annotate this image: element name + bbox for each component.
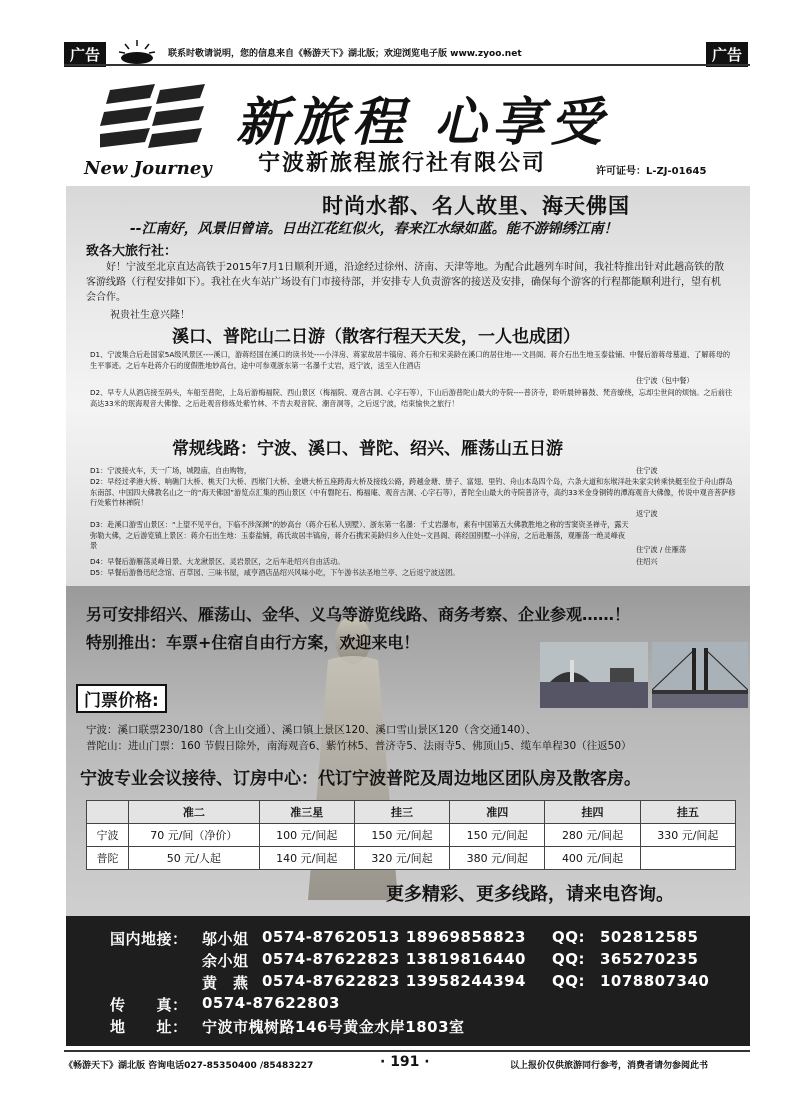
contact-qq-label: QQ: — [552, 972, 586, 990]
contact-phones[interactable]: 0574-87622823 13819816440 — [262, 950, 526, 968]
contact-qq[interactable]: 1078807340 — [600, 972, 710, 990]
contact-name: 邬小姐 — [202, 930, 249, 948]
route1-title: 溪口、普陀山二日游（散客行程天天发，一人也成团） — [172, 327, 580, 347]
route2-day5: D5：早餐后游鲁迅纪念馆、百草园、三味书屋，咸亨酒店品绍兴风味小吃，下午游书法圣地兰亭、之后返宁波送团。 — [90, 568, 460, 577]
ad-tag-right: 广告 — [706, 42, 748, 67]
footer-rule — [64, 1050, 750, 1052]
more-info: 更多精彩、更多线路，请来电咨询。 — [386, 884, 674, 905]
header-cell — [87, 801, 129, 824]
sun-logo-icon — [115, 38, 159, 66]
tickets-putuo: 普陀山：进山门票：160 节假日除外，南海观音6、紫竹林5、普济寺5、法雨寺5、佛顶山5、缆车单程30（往返50） — [86, 740, 632, 752]
header-rule — [64, 64, 750, 66]
table-cell: 380 元/间起 — [450, 847, 545, 870]
tickets-ningbo: 宁波：溪口联票230/180（含上山交通）、溪口镇上景区120、溪口雪山景区120（含交通140）、 — [86, 724, 537, 736]
price-table-header — [87, 801, 736, 824]
route1-day2: D2、早专人从酒店接至码头，车船至普陀，上岛后游梅福院、西山景区（梅福院、观音古洞、心字石等），下山后游普陀山最大的寺院----普济寺，聆听晨钟暮鼓、梵音缭绕，忘却尘世间的烦恼。之后前往高达33米的珉海观音大佛像、之后赴观音修炼处紫竹林、不肯去观音院、潮音洞等，之后返宁波，结束愉快之旅行！ — [90, 388, 733, 408]
address-text: 宁波市槐树路146号黄金水岸1803室 — [202, 1018, 465, 1036]
table-cell: 宁波 — [87, 824, 129, 847]
route2-day2-stay: 返宁波 — [636, 509, 658, 518]
header-cell: 挂五 — [640, 801, 735, 824]
table-cell — [640, 847, 735, 870]
intro-title: 时尚水都、名人故里、海天佛国 — [322, 194, 630, 218]
footer-right: 以上报价仅供旅游同行参考，消费者请勿参阅此书 — [510, 1061, 709, 1071]
route2-day4: D4：早餐后游雁荡灵峰日景、大龙湫景区、灵岩景区，之后车赴绍兴自由活动。 — [90, 557, 345, 566]
route2-day1: D1：宁波接火车，天一广场，城隍庙，自由购物， — [90, 466, 252, 475]
temple-photo — [540, 642, 648, 708]
contact-qq[interactable]: 502812585 — [600, 928, 699, 946]
header-cell: 准三星 — [259, 801, 354, 824]
extra-line1: 另可安排绍兴、雁荡山、金华、义乌等游览线路、商务考察、企业参观……！ — [86, 605, 631, 624]
route2-day3: D3：赴溪口游雪山景区：“上望不见平台，下临不涉深渊”的妙高台（蒋介石私人别墅）、浙东第一名瀑：千丈岩瀑布，素有中国第五大佛教胜地之称的雪窦资圣禅寺，露天弥勒大佛，之后游览镇上景区：蒋介石出生地：玉泰盐铺，蒋氏故居丰镐房，蒋介石携宋美龄归乡入住处--文昌阁、蒋经国别墅--小洋房，之后赴雁荡，观雁荡一绝灵峰夜景 — [90, 520, 629, 550]
contact-qq-label: QQ: — [552, 950, 586, 968]
table-cell: 140 元/间起 — [259, 847, 354, 870]
ad-tag-left: 广告 — [64, 42, 106, 67]
contact-phones[interactable]: 0574-87620513 18969858823 — [262, 928, 526, 946]
route2-day3-stay: 住宁波 / 住雁荡 — [636, 545, 687, 554]
greeting: 致各大旅行社： — [86, 244, 178, 259]
address-label: 地 址： — [110, 1018, 188, 1036]
table-row — [87, 824, 736, 847]
route2-title: 常规线路：宁波、溪口、普陀、绍兴、雁荡山五日游 — [172, 439, 563, 459]
page-number: · 191 · — [380, 1054, 430, 1070]
fax-label: 传 真： — [110, 996, 188, 1014]
table-cell: 150 元/间起 — [354, 824, 449, 847]
table-cell: 普陀 — [87, 847, 129, 870]
intro-body: 好！宁波至北京直达高铁于2015年7月1日顺利开通，沿途经过徐州、济南、天津等地。为配合此趟列车时间，我社特推出针对此趟高铁的散客游线路（行程安排如下）。我社在火车站广场设有门市接待部，并安排专人负责游客的接送及安排，确保每个游客的行程都能顺利进行，望有机会合作。 — [86, 262, 725, 303]
license-number: 许可证号：L-ZJ-01645 — [596, 166, 707, 177]
contact-qq[interactable]: 365270235 — [600, 950, 699, 968]
table-cell: 400 元/间起 — [545, 847, 640, 870]
route1-day1-stay: 住宁波（包中餐） — [636, 376, 694, 385]
route1-day1: D1、宁波集合后赴国家5A级风景区----溪口，游蒋经国在溪口的读书处----小洋房、蒋家故居丰镐房、蒋介石和宋美龄在溪口的居住地----文昌阁、蒋介石出生地玉泰盐铺、中餐后游蒋母墓道、了解蒋母的生平事迹。之后车赴蒋介石的度假胜地妙高台，途中可参观浙东第一名瀑千丈岩，返宁波，送至入住酒店 — [90, 350, 731, 370]
table-row — [87, 847, 736, 870]
extra-line2: 特别推出：车票+住宿自由行方案，欢迎来电！ — [86, 633, 420, 652]
logo-english: New Journey — [84, 158, 212, 179]
intro-slogan: --江南好，风景旧曾谙。日出江花红似火，春来江水绿如蓝。能不游锦绣江南！ — [130, 221, 618, 237]
table-cell: 70 元/间（净价） — [129, 824, 260, 847]
header-notice: 联系时敬请说明，您的信息来自《畅游天下》湖北版；欢迎浏览电子版 www.zyoo.net — [168, 49, 522, 59]
route2-day1-stay: 住宁波 — [636, 466, 658, 475]
bridge-photo — [652, 642, 748, 708]
route2-day4-stay: 住绍兴 — [636, 557, 658, 566]
contact-label: 国内地接： — [110, 930, 188, 948]
route2-day2: D2：早经过孝港大桥、响礁门大桥、桃天门大桥、西堠门大桥、金塘大桥五座跨海大桥及接线公路，跨越金塘、册子、富翅、里钓、舟山本岛四个岛，六条大道和东堠洋赴朱家尖转乘快艇至位于舟山群岛东南部、中国四大佛教名山之一的“海天佛国”游览点汇集的西山景区（中有磐陀石、梅福庵、观音古洞、心字石等），普陀全山最大的寺院普济寺，高约33米金身铜铸的潭海观音大佛像，传说中观音菩萨修行处紫竹林禅院！ — [90, 477, 736, 507]
contact-qq-label: QQ: — [552, 928, 586, 946]
header-cell: 挂四 — [545, 801, 640, 824]
contact-phones[interactable]: 0574-87622823 13958244394 — [262, 972, 526, 990]
header-cell: 挂三 — [354, 801, 449, 824]
table-cell: 100 元/间起 — [259, 824, 354, 847]
contact-name: 余小姐 — [202, 952, 249, 970]
header-cell: 准四 — [450, 801, 545, 824]
table-cell: 330 元/间起 — [640, 824, 735, 847]
price-table — [86, 800, 736, 870]
table-cell: 320 元/间起 — [354, 847, 449, 870]
booking-title: 宁波专业会议接待、订房中心：代订宁波普陀及周边地区团队房及散客房。 — [80, 769, 641, 789]
contact-panel — [66, 916, 750, 1046]
tickets-title: 门票价格: — [76, 684, 167, 713]
table-cell: 50 元/人起 — [129, 847, 260, 870]
fax-number: 0574-87622803 — [202, 994, 340, 1012]
header-cell: 准二 — [129, 801, 260, 824]
company-logo-icon — [100, 80, 210, 150]
intro-wish: 祝贵社生意兴隆！ — [110, 310, 190, 321]
contact-name: 黄 燕 — [202, 974, 249, 992]
footer-left: 《畅游天下》湖北版 咨询电话027-85350400 /85483227 — [64, 1061, 314, 1071]
table-cell: 280 元/间起 — [545, 824, 640, 847]
logo-slogan: 新旅程 心享受 — [236, 93, 609, 153]
table-cell: 150 元/间起 — [450, 824, 545, 847]
company-name: 宁波新旅程旅行社有限公司 — [258, 151, 547, 176]
